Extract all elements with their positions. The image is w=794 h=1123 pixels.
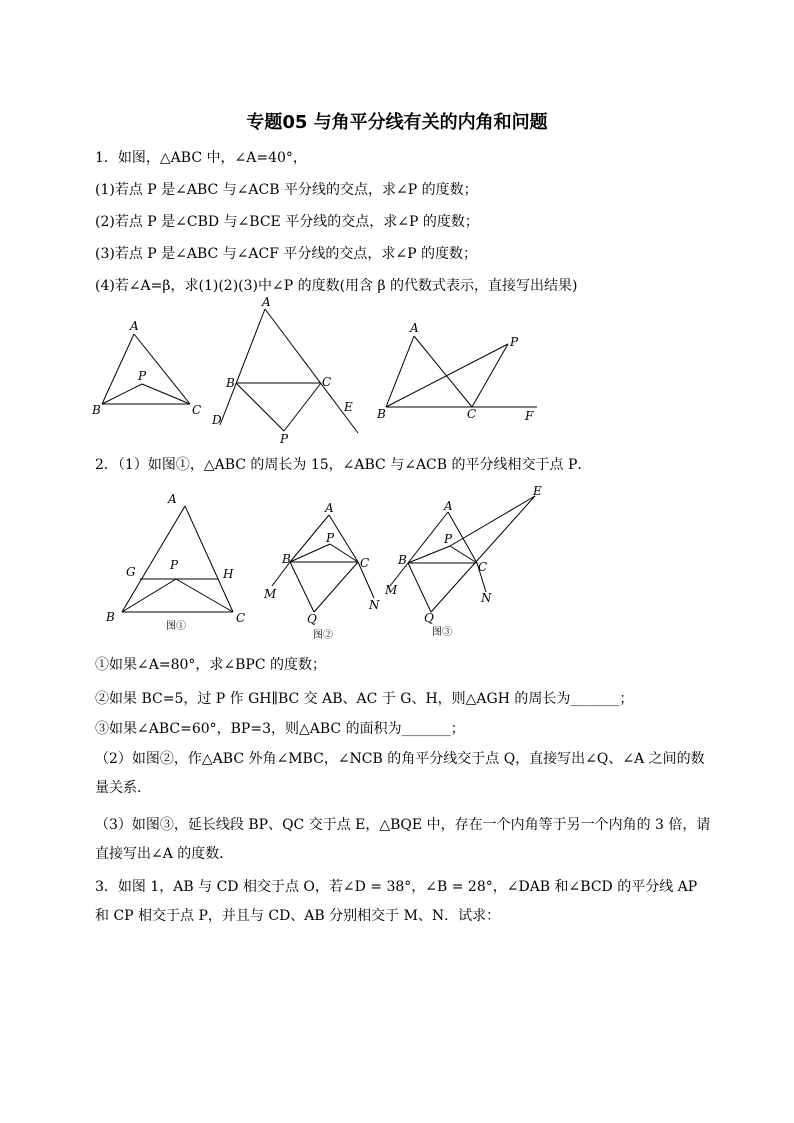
fig3-label-f: F <box>525 409 534 423</box>
q3-stem: 3．如图 1，AB 与 CD 相交于点 O，若∠D = 38°，∠B = 28°，∠DAB 和∠BCD 的平分线 AP 和 CP 相交于点 P，并且与 CD、AB 分别相交于 M、N．试求： <box>95 879 698 924</box>
q1-part-4: (4)若∠A=β，求(1)(2)(3)中∠P 的度数(用含 β 的代数式表示，直接写出结果) <box>95 278 578 294</box>
q2-part-2: （2）如图②，作△ABC 外角∠MBC，∠NCB 的角平分线交于点 Q，直接写出∠Q、∠A 之间的数量关系． <box>95 751 705 796</box>
fig5-caption: 图② <box>313 630 333 641</box>
q1-stem: 1．如图，△ABC 中，∠A=40°， <box>95 150 307 166</box>
fig4-label-p: P <box>170 558 179 572</box>
fig4-label-g: G <box>126 565 136 579</box>
q1-part-1: (1)若点 P 是∠ABC 与∠ACB 平分线的交点，求∠P 的度数； <box>95 182 478 198</box>
fig6-caption: 图③ <box>432 627 452 638</box>
fig1-label-c: C <box>192 403 202 417</box>
fig5-label-b: B <box>282 552 291 566</box>
fig6-label-e: E <box>533 484 542 498</box>
q2-stem: 2．（1）如图①，△ABC 的周长为 15，∠ABC 与∠ACB 的平分线相交于点 P． <box>95 457 592 473</box>
fig3-label-b: B <box>377 407 386 421</box>
fig6-label-p: P <box>444 532 453 546</box>
q1-part-2: (2)若点 P 是∠CBD 与∠BCE 平分线的交点，求∠P 的度数； <box>95 214 479 230</box>
fig6-label-b: B <box>398 553 407 567</box>
fig5-label-n: N <box>369 598 380 612</box>
fig5-label-a: A <box>325 501 334 515</box>
fig4-label-b: B <box>106 610 115 624</box>
fig6-label-n: N <box>481 591 492 605</box>
fig5-label-p: P <box>326 531 335 545</box>
fig6-label-a: A <box>444 499 453 513</box>
q2-figure-1 <box>100 488 260 640</box>
fig2-label-b: B <box>226 376 235 390</box>
fig2-label-p: P <box>280 432 289 445</box>
fig2-label-c: C <box>322 375 332 389</box>
fig2-label-e: E <box>344 400 353 414</box>
fig6-label-c: C <box>478 560 488 574</box>
fig4-label-h: H <box>223 567 234 581</box>
q1-figure-1 <box>90 312 220 422</box>
fig2-label-a: A <box>262 295 271 309</box>
q1-part-3: (3)若点 P 是∠ABC 与∠ACF 平分线的交点，求∠P 的度数； <box>95 246 478 262</box>
q1-figure-3 <box>372 318 552 428</box>
q2-sub-2: ②如果 BC=5，过 P 作 GH∥BC 交 AB、AC 于 G、H，则△AGH 的周长为_______； <box>95 691 634 707</box>
fig3-label-c: C <box>467 407 477 421</box>
fig6-label-m: M <box>385 583 398 597</box>
fig3-label-a: A <box>410 321 419 335</box>
q2-part-3: （3）如图③，延长线段 BP、QC 交于点 E，△BQE 中，存在一个内角等于另一个内角的 3 倍，请直接写出∠A 的度数． <box>95 817 711 862</box>
fig5-label-m: M <box>264 587 277 601</box>
fig1-label-b: B <box>92 403 101 417</box>
fig2-label-d: D <box>212 413 222 427</box>
fig1-label-p: P <box>138 369 147 383</box>
fig6-label-q: Q <box>424 611 434 625</box>
fig1-label-a: A <box>130 319 139 333</box>
q1-figure-2 <box>208 295 373 445</box>
q2-figure-2 <box>262 500 387 650</box>
fig3-label-p: P <box>510 335 519 349</box>
q2-sub-1: ①如果∠A=80°，求∠BPC 的度数； <box>95 657 326 673</box>
fig4-caption: 图① <box>166 621 186 632</box>
fig4-label-a: A <box>168 492 177 506</box>
fig5-label-c: C <box>360 556 370 570</box>
fig5-label-q: Q <box>307 612 317 626</box>
q2-sub-3: ③如果∠ABC=60°，BP=3，则△ABC 的面积为_______； <box>95 721 465 737</box>
q2-figure-3 <box>380 484 555 644</box>
fig4-label-c: C <box>236 611 246 625</box>
page-title: 专题05 与角平分线有关的内角和问题 <box>246 112 548 133</box>
